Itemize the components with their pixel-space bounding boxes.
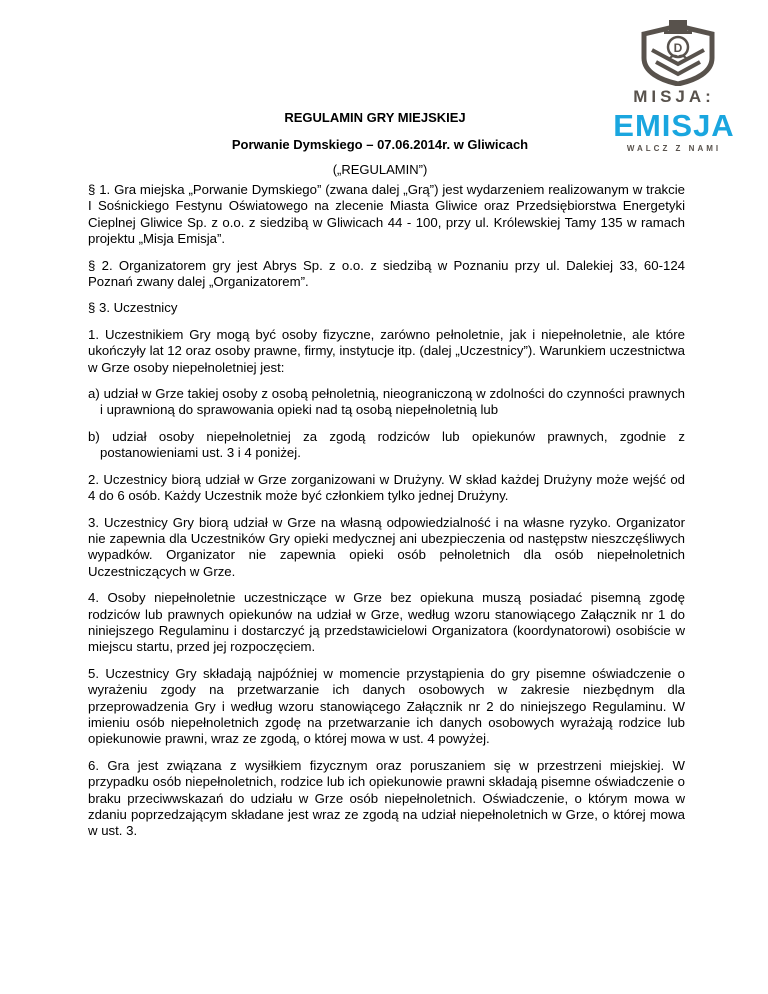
paragraph-participants-6: 6. Gra jest związana z wysiłkiem fizycznym oraz poruszaniem się w przestrzeni miejskiej. W przypadku osób niepełnoletnich, rodzice lub ich opiekunowie prawni składają pisemne oświadczenie o braku przeciwwskazań do udziału w Grze osób niepełnoletnich. Oświadczenie, o którym mowa w zdaniu poprzedzającym składane jest wraz ze zgodą na udział niepełnoletnich w Grze, o której mowa w ust. 3. <box>88 757 685 839</box>
paragraph-participants-1: 1. Uczestnikiem Gry mogą być osoby fizyczne, zarówno pełnoletnie, jak i niepełnoletnie, ale które ukończyły lat 12 oraz osoby prawne, firmy, instytucje itp. (dalej „Uczestnicy”). Warunkiem uczestnictwa w Grze osoby niepełnoletniej jest: <box>88 326 685 375</box>
paragraph-condition-b: b) udział osoby niepełnoletniej za zgodą rodziców lub opiekunów prawnych, zgodnie z postanowieniami ust. 3 i 4 poniżej. <box>88 428 685 461</box>
crest-icon <box>638 20 718 86</box>
paragraph-participants-5: 5. Uczestnicy Gry składają najpóźniej w momencie przystąpienia do gry pisemne oświadczenie o wyrażeniu zgody na przetwarzanie ich danych osobowych w zakresie niezbędnym dla przeprowadzenia Gry i według wzoru stanowiącego Załącznik nr 2 do niniejszego Regulaminu. W imieniu osób niepełnoletnich zgodę na przetwarzanie ich danych osobowych wyrażają rodzice lub opiekunowie prawni, wraz ze zgodą, o której mowa w ust. 4 powyżej. <box>88 665 685 747</box>
paragraph-section-2: § 2. Organizatorem gry jest Abrys Sp. z o.o. z siedzibą w Poznaniu przy ul. Dalekiej 33, 60-124 Poznań zwany dalej „Organizatorem”. <box>88 257 685 290</box>
logo-tagline: WALCZ Z NAMI <box>626 144 722 153</box>
paragraph-participants-3: 3. Uczestnicy Gry biorą udział w Grze na własną odpowiedzialność i na własne ryzyko. Organizator nie zapewnia dla Uczestników Gry opieki medycznej ani ubezpieczenia od następstw nieszczęśliwych wypadków. Organizator nie zapewnia opieki osób pełnoletnich dla osób niepełnoletnich Uczestniczących w Grze. <box>88 514 685 579</box>
misja-emisja-logo <box>598 20 758 160</box>
paragraph-participants-2: 2. Uczestnicy biorą udział w Grze zorganizowani w Drużyny. W skład każdej Drużyny może wejść od 4 do 6 osób. Każdy Uczestnik może być członkiem tylko jednej Drużyny. <box>88 471 685 504</box>
logo-line-emisja: EMISJA <box>613 108 735 143</box>
paragraph-participants-4: 4. Osoby niepełnoletnie uczestniczące w Grze bez opiekuna muszą posiadać pisemną zgodę rodziców lub prawnych opiekunów na udział w Grze, według wzoru stanowiącego Załącznik nr 1 do niniejszego Regulaminu i dostarczyć ją przedstawicielowi Organizatora (koordynatorowi) osobiście w miejscu startu, przed jej rozpoczęciem. <box>88 590 685 655</box>
paragraph-section-3-heading: § 3. Uczestnicy <box>88 300 178 316</box>
logo-line-misja: MISJA: <box>633 87 715 106</box>
document-short-name: („REGULAMIN”) <box>332 162 428 177</box>
regulations-body <box>88 182 685 850</box>
document-title: REGULAMIN GRY MIEJSKIEJ <box>284 110 466 125</box>
crest-letter: D <box>673 41 683 55</box>
paragraph-condition-a: a) udział w Grze takiej osoby z osobą pełnoletnią, nieograniczoną w zdolności do czynności prawnych i uprawnioną do sprawowania opieki nad tą osobą niepełnoletnią lub <box>88 386 685 418</box>
paragraph-section-1: § 1. Gra miejska „Porwanie Dymskiego” (zwana dalej „Grą”) jest wydarzeniem realizowanym w trakcie I Sośnickiego Festynu Oświatowego na zlecenie Miasta Gliwice oraz Przedsiębiorstwa Energetyki Cieplnej Gliwice Sp. z o.o. z siedzibą w Gliwicach 44 - 100, przy ul. Królewskiej Tamy 135 w ramach projektu „Misja Emisja”. <box>88 182 685 247</box>
document-subtitle: Porwanie Dymskiego – 07.06.2014r. w Gliwicach <box>231 137 529 152</box>
